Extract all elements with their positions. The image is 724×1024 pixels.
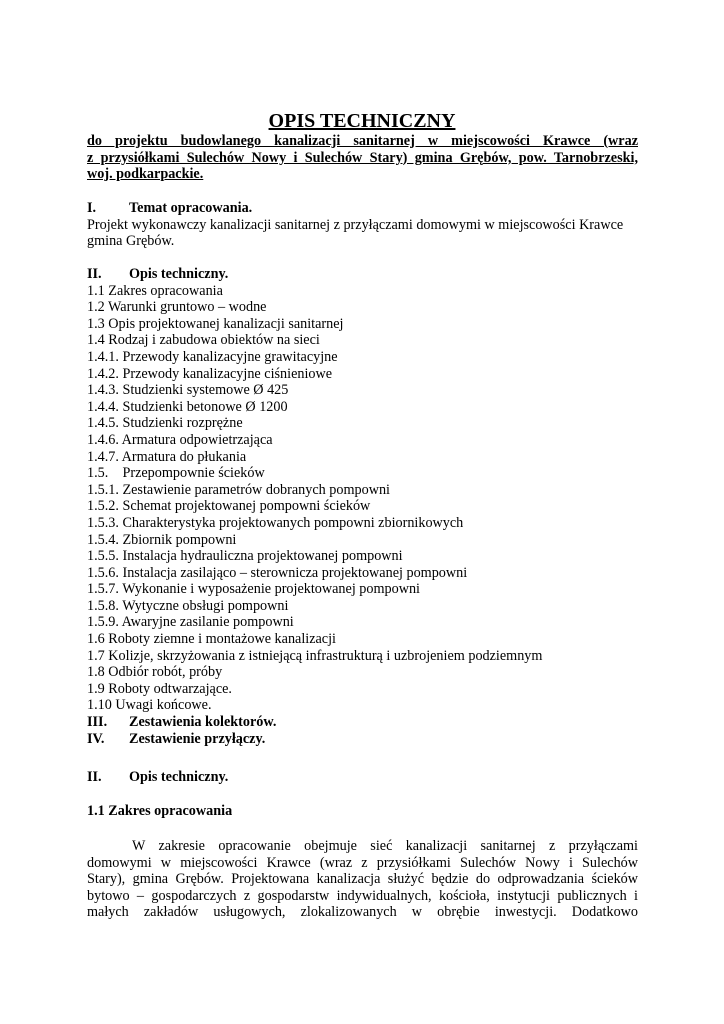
- section-1-heading: [87, 200, 638, 217]
- toc-item: 1.4.3. Studzienki systemowe Ø 425: [87, 382, 289, 399]
- toc-item: 1.5.8. Wytyczne obsługi pompowni: [87, 597, 289, 614]
- toc-item: 1.5.2. Schemat projektowanej pompowni ścieków: [87, 498, 371, 515]
- toc-item: 1.7 Kolizje, skrzyżowania z istniejącą infrastrukturą i uzbrojeniem podziemnym: [87, 647, 543, 664]
- paragraph-line: W zakresie opracowanie obejmuje sieć kanalizacji sanitarnej z przyłączami: [132, 838, 638, 854]
- subtitle-line: z przysiółkami Sulechów Nowy i Sulechów Stary) gmina Grębów, pow. Tarnobrzeski,: [87, 149, 638, 166]
- document-title: OPIS TECHNICZNY: [268, 110, 456, 132]
- toc-item: 1.2 Warunki gruntowo – wodne: [87, 299, 267, 316]
- paragraph-line: Stary), gmina Grębów. Projektowana kanalizacja służyć będzie do odprowadzania ścieków: [87, 871, 638, 888]
- section-number: III.: [87, 714, 108, 731]
- toc-item: 1.4.2. Przewody kanalizacyjne ciśnieniowe: [87, 365, 333, 382]
- toc-item: 1.4.5. Studzienki rozprężne: [87, 415, 243, 432]
- toc-item: 1.10 Uwagi końcowe.: [87, 697, 212, 714]
- toc-item: 1.5.9. Awaryjne zasilanie pompowni: [87, 614, 294, 631]
- toc-item: 1.5.5. Instalacja hydrauliczna projektowanej pompowni: [87, 548, 403, 565]
- toc-item: 1.4 Rodzaj i zabudowa obiektów na sieci: [87, 332, 320, 349]
- section-2-heading: [87, 266, 638, 283]
- section-number: I.: [87, 200, 97, 216]
- toc-item: 1.5.4. Zbiornik pompowni: [87, 531, 237, 548]
- subsection-1-1-paragraph: [87, 838, 638, 921]
- section-title: Zestawienia kolektorów.: [129, 714, 277, 731]
- toc-item: 1.4.4. Studzienki betonowe Ø 1200: [87, 398, 288, 415]
- section-title: Temat opracowania.: [129, 200, 253, 216]
- subsection-1-1: [87, 803, 638, 820]
- toc-item: 1.4.1. Przewody kanalizacyjne grawitacyjne: [87, 348, 338, 365]
- toc-item: 1.5.6. Instalacja zasilająco – sterownicza projektowanej pompowni: [87, 564, 468, 581]
- section-number: II.: [87, 769, 102, 785]
- document-subtitle: [87, 133, 638, 183]
- section-2-body: [87, 769, 638, 786]
- toc-item: 1.3 Opis projektowanej kanalizacji sanitarnej: [87, 315, 344, 332]
- paragraph-line: domowymi w miejscowości Krawce (wraz z przysiółkami Sulechów Nowy i Sulechów: [87, 854, 638, 871]
- toc-item: 1.5.7. Wykonanie i wyposażenie projektowanej pompowni: [87, 581, 421, 598]
- paragraph-line: bytowo – gospodarczych z gospodarstw indywidualnych, kościoła, instytucji publicznych i: [87, 887, 638, 904]
- section-title: Opis techniczny.: [129, 266, 229, 282]
- toc-item: 1.4.7. Armatura do płukania: [87, 448, 247, 465]
- subtitle-line: woj. podkarpackie.: [87, 166, 204, 183]
- toc-item: 1.4.6. Armatura odpowietrzająca: [87, 431, 273, 448]
- toc-item: 1.9 Roboty odtwarzające.: [87, 680, 232, 697]
- section-title: Zestawienie przyłączy.: [129, 730, 266, 747]
- section-number: II.: [87, 266, 102, 282]
- toc-item: 1.6 Roboty ziemne i montażowe kanalizacji: [87, 631, 336, 648]
- section-1-text-line: gmina Grębów.: [87, 233, 175, 250]
- toc-item: 1.5. Przepompownie ścieków: [87, 465, 265, 482]
- toc-item: 1.5.3. Charakterystyka projektowanych pompowni zbiornikowych: [87, 514, 464, 531]
- table-of-contents: [87, 283, 638, 714]
- subsection-title: 1.1 Zakres opracowania: [87, 803, 233, 819]
- section-2: [87, 266, 638, 747]
- toc-item: 1.5.1. Zestawienie parametrów dobranych pompowni: [87, 481, 390, 498]
- section-1-text-line: Projekt wykonawczy kanalizacji sanitarnej z przyłączami domowymi w miejscowości Krawce: [87, 216, 624, 233]
- toc-item: 1.8 Odbiór robót, próby: [87, 664, 223, 681]
- section-number: IV.: [87, 730, 105, 747]
- toc-item: 1.1 Zakres opracowania: [87, 282, 223, 299]
- section-4-heading: [87, 731, 638, 748]
- section-title: Opis techniczny.: [129, 769, 229, 785]
- paragraph-line: małych zakładów usługowych, zlokalizowanych w obrębie inwestycji. Dodatkowo: [87, 904, 638, 921]
- section-2-repeat-heading: [87, 769, 638, 786]
- subtitle-line: do projektu budowlanego kanalizacji sanitarnej w miejscowości Krawce (wraz: [87, 133, 638, 149]
- section-3-heading: [87, 714, 638, 731]
- section-1: [87, 200, 638, 250]
